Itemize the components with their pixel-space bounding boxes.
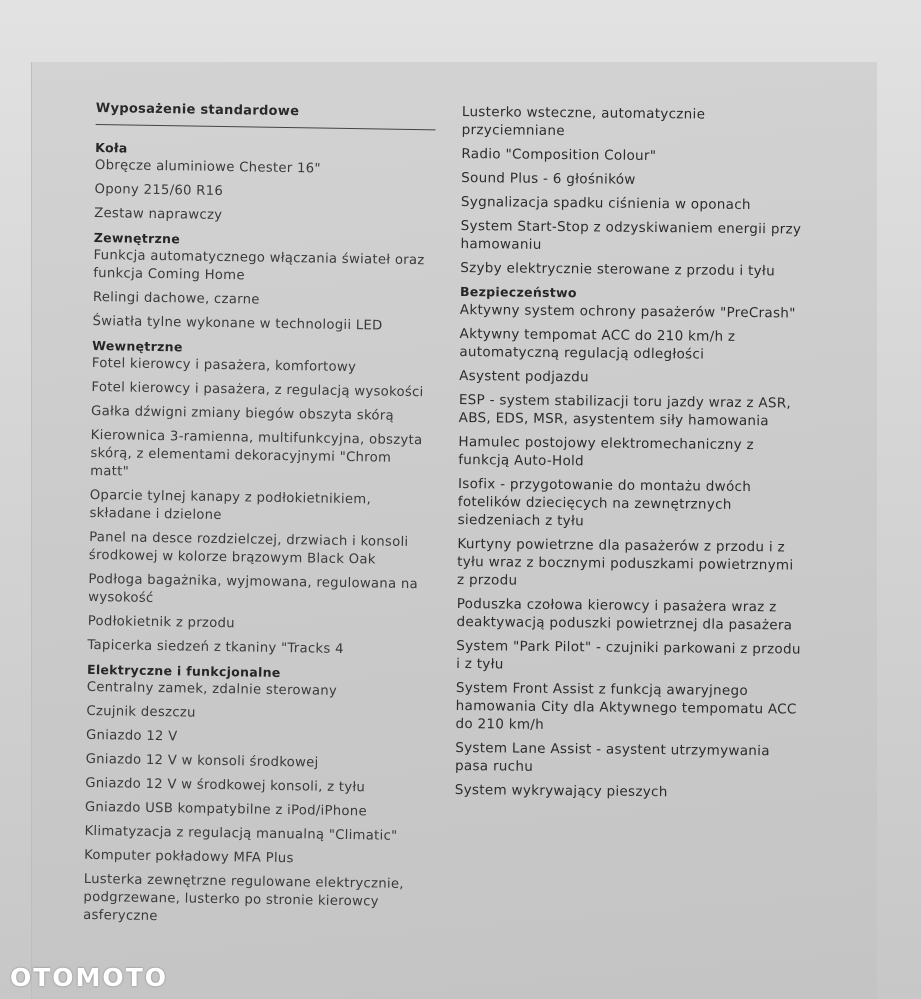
section-heading: Wewnętrzne [92, 337, 183, 355]
equipment-item: System Start-Stop z odzyskiwaniem energii przy hamowaniu [460, 217, 802, 253]
equipment-item: Gałka dźwigni zmiany biegów obszyta skórą [90, 403, 395, 424]
right-column [455, 103, 807, 809]
equipment-item: Gniazdo USB kompatybilne z iPod/iPhone [84, 799, 368, 820]
equipment-item: Klimatyzacja z regulacją manualną "Climatic" [84, 823, 398, 844]
equipment-item: Lusterko wsteczne, automatycznie przyciemniane [461, 103, 706, 140]
equipment-item: Podłoga bagażnika, wyjmowana, regulowana na wysokość [88, 571, 419, 606]
equipment-item: Asystent podjazdu [459, 367, 589, 386]
equipment-item: Gniazdo 12 V [85, 727, 178, 745]
document-title: Wyposażenie standardowe [96, 100, 436, 130]
watermark-logo: OTOMOTO [10, 963, 168, 992]
equipment-item: System "Park Pilot" - czujniki parkowani z przodu i z tyłu [456, 637, 801, 673]
equipment-item: Sygnalizacja spadku ciśnienia w oponach [460, 193, 751, 214]
equipment-item: Aktywny tempomat ACC do 210 km/h z automatyczną regulacją odległości [459, 325, 736, 363]
equipment-item: Lusterka zewnętrzne regulowane elektrycznie, podgrzewane, lusterko po stronie kierowcy asferyczne [83, 871, 404, 925]
equipment-item: Centralny zamek, zdalnie sterowany [86, 679, 338, 699]
equipment-item: Komputer pokładowy MFA Plus [84, 847, 294, 867]
equipment-item: Kierownica 3-ramienna, multifunkcyjna, obszyta skórą, z elementami dekoracyjnymi "Chrom matt" [90, 427, 423, 480]
equipment-item: Sound Plus - 6 głośników [461, 169, 636, 188]
equipment-item: Isofix - przygotowanie do montażu dwóch fotelików dziecięcych na zewnętrznych siedzeniach z tyłu [457, 475, 752, 530]
equipment-item: System wykrywający pieszych [454, 781, 668, 801]
section-heading: Elektryczne i funkcjonalne [86, 661, 281, 680]
equipment-item: Opony 215/60 R16 [94, 181, 224, 200]
equipment-item: Radio "Composition Colour" [461, 145, 657, 165]
section-heading: Koła [95, 139, 128, 156]
equipment-item: Oparcie tylnej kanapy z podłokietnikiem, składane i dzielone [89, 487, 372, 524]
equipment-item: Podłokietnik z przodu [87, 613, 236, 632]
equipment-item: Fotel kierowcy i pasażera, komfortowy [91, 355, 357, 376]
equipment-item: Czujnik deszczu [86, 703, 196, 721]
equipment-item: System Lane Assist - asystent utrzymywania pasa ruchu [454, 739, 770, 775]
equipment-item: Poduszka czołowa kierowcy i pasażera wraz z deaktywacją poduszki powietrznej dla pasażera [456, 595, 793, 634]
equipment-item: Światła tylne wykonane w technologii LED [92, 313, 383, 334]
section-heading: Bezpieczeństwo [459, 283, 577, 301]
equipment-item: Fotel kierowcy i pasażera, z regulacją wysokości [91, 379, 424, 401]
equipment-item: Tapicerka siedzeń z tkaniny "Tracks 4 [87, 637, 344, 657]
equipment-item: Gniazdo 12 V w środkowej konsoli, z tyłu [85, 775, 366, 796]
section-heading: Zewnętrzne [93, 229, 181, 247]
equipment-item: System Front Assist z funkcją awaryjnego hamowania City dla Aktywnego tempomatu ACC do 210 km/h [455, 679, 797, 733]
left-sections [83, 139, 435, 930]
equipment-item: Gniazdo 12 V w konsoli środkowej [85, 751, 319, 771]
equipment-item: Szyby elektrycznie sterowane z przodu i tyłu [460, 259, 776, 280]
left-column [83, 100, 436, 936]
equipment-item: Kurtyny powietrzne dla pasażerów z przodu i z tyłu wraz z bocznymi poduszkami powietrznymi z przodu [456, 535, 794, 589]
equipment-item: Obręcze aluminiowe Chester 16" [94, 157, 321, 177]
right-sections [455, 103, 807, 803]
equipment-item: Hamulec postojowy elektromechaniczny z funkcją Auto-Hold [458, 433, 755, 470]
equipment-item: Relingi dachowe, czarne [92, 289, 260, 308]
equipment-item: Aktywny system ochrony pasażerów "PreCrash" [459, 301, 796, 322]
equipment-item: Zestaw naprawczy [94, 205, 223, 223]
equipment-item: ESP - system stabilizacji toru jazdy wraz z ASR, ABS, EDS, MSR, asystentem siły hamowania [458, 391, 792, 430]
equipment-item: Panel na desce rozdzielczej, drzwiach i konsoli środkowej w kolorze brązowym Black Oak [88, 529, 409, 568]
equipment-item: Funkcja automatycznego włączania świateł oraz funkcja Coming Home [93, 247, 425, 284]
